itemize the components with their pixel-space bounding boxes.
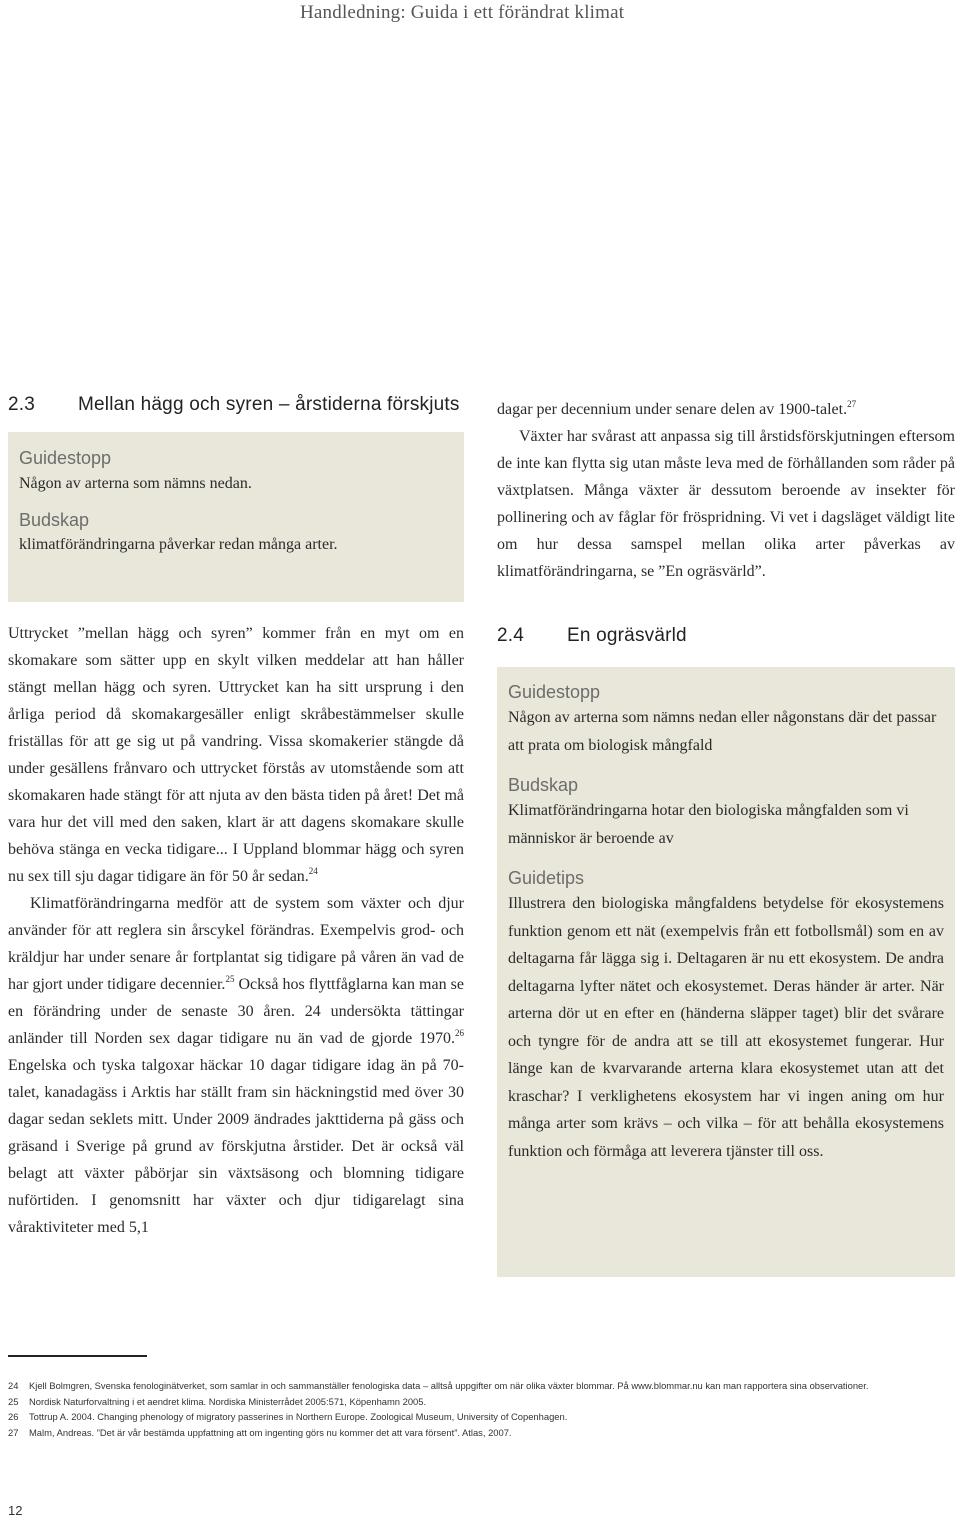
footnote-ref-26: 26: [455, 1028, 464, 1038]
guidetips-text: Illustrera den biologiska mångfaldens betydelse för ekosystemens funktion genom ett nät (exempelvis från ett fotbollsmål) som en av deltagarna får lägga sig i. Deltagaren är nu ett ekosystem. De andra deltagarna lyfter nätet och ekosystemet. Deras händer är arter. När arterna dör ut en efter en (händerna släpper taget) blir det svårare och tyngre för de andra att se till att ekosystemet fungerar. Hur länge kan de kvarvarande arterna klara ekosystemet utan att det kraschar? I verklighetens ekosystem har vi ingen aning om hur många arter som krävs – och vilka – för att behålla ekosystemens funktion och förmåga att leverera tjänster till oss.: [508, 895, 944, 1160]
section-title: En ogräsvärld: [567, 625, 687, 646]
footnote-ref-25: 25: [225, 974, 235, 984]
section-2-3-heading: [8, 394, 464, 416]
paragraph-myth: Uttrycket ”mellan hägg och syren” kommer från en myt om en skomakare som sätter upp en skylt vilken meddelar att han håller stängt mellan hägg och syren. Uttrycket kan ha sitt ursprung i den årliga period då skomakargesäller enligt skråbestämmelser skulle friställas för att ge sig ut på vandring. Vissa skomakerier stängde då under gesällens frånvaro och uttrycket förstås av utomstående som att skomakaren hade stängt för att njuta av den bästa tiden på året! Det må vara hur det vill med den saken, klart är att dagens skomakare skulle behöva stänga en vecka tidigare... I Uppland blommar hägg och syren nu sex till sju dagar tidigare än för 50 år sedan.$^{24}$: [8, 625, 464, 885]
guidestopp-label: Guidestopp: [19, 448, 112, 468]
left-column: [8, 394, 464, 1241]
guidestopp-label: Guidestopp: [508, 682, 601, 702]
footnote-ref-27: 27: [847, 399, 857, 409]
budskap-text: klimatförändringarna påverkar redan många arter.: [19, 535, 338, 553]
footnote-26: [8, 1409, 953, 1425]
footnote-number: 27: [8, 1426, 19, 1438]
guide-box-2-3: [8, 432, 464, 602]
footnote-text: Kjell Bolmgren, Svenska fenologinätverket, som samlar in och sammanställer fenologiska data – alltså uppgifter om när olika växter blommar. På www.blommar.nu kan man rapportera sina observationer.: [29, 1380, 869, 1391]
right-column: [497, 396, 955, 1277]
guidetips-label: Guidetips: [508, 868, 585, 888]
section-number: 2.4: [497, 625, 525, 646]
paragraph-climate-effects: Klimatförändringarna medför att de system som växter och djur använder för att reglera sin årscykel förändras. Exempelvis grod- och kräldjur har under senare år fortplantat sig tidigare på våren än vad de har gjort under tidigare decennier.$^{25}$ Också hos flyttfåglarna kan man se en förändring under de senaste 30 åren. 24 undersökta tättingar anländer till Norden sex dagar tidigare nu än vad de gjorde 1970.26 Engelska och tyska talgoxar häckar 10 dagar tidigare idag än på 70-talet, kanadagäss i Arktis har ställt fram sin häckningstid med över 30 dagar sedan seklets mitt. Under 2009 ändrades jakttiderna på gäss och gräsand i Sverige på grund av förskjutna årstider. Det är också väl belagt att växter påbörjar sin växtsäsong och blomning tidigare nuförtiden. I genomsnitt har växter och djur tidigarelagt sina våraktiviteter med 5,1: [8, 895, 464, 1236]
budskap-label: Budskap: [508, 775, 579, 795]
footnote-number: 24: [8, 1380, 19, 1391]
footnote-25: [8, 1394, 953, 1410]
paragraph-continuation: dagar per decennium under senare delen av 1900-talet.$^{27}$: [497, 399, 857, 418]
budskap-label: Budskap: [19, 509, 90, 530]
budskap-text: Klimatförändringarna hotar den biologiska mångfalden som vi människor är beroende av: [508, 802, 909, 847]
footnote-27: [8, 1425, 953, 1441]
section-2-4-heading: [497, 625, 955, 647]
footnote-text: Tottrup A. 2004. Changing phenology of migratory passerines in Northern Europe. Zoological Museum, University of Copenhagen.: [29, 1411, 568, 1422]
running-head: Handledning: Guida i ett förändrat klimat: [300, 2, 625, 23]
paragraph-plants: Växter har svårast att anpassa sig till årstidsförskjutningen eftersom de inte kan flytta sig utan måste leva med de förhållanden som råder på växtplatsen. Många växter är dessutom beroende av insekter för pollinering och av fåglar för fröspridning. Vi vet i dagsläget väldigt lite om hur dessa samspel mellan olika arter påverkas av klimatförändringarna, se ”En ogräsvärld”.: [497, 428, 955, 580]
footnote-divider: [8, 1355, 147, 1357]
section-title: Mellan hägg och syren – årstiderna förskjuts: [78, 394, 460, 415]
footnote-ref-24: 24: [308, 866, 318, 876]
footnote-24: [8, 1378, 953, 1394]
section-number: 2.3: [8, 394, 36, 415]
guidestopp-text: Någon av arterna som nämns nedan eller någonstans där det passar att prata om biologisk mångfald: [508, 709, 937, 754]
guidestopp-text: Någon av arterna som nämns nedan.: [19, 475, 252, 492]
footnotes: [8, 1378, 953, 1440]
footnote-text: Malm, Andreas. ”Det är vår bestämda uppfattning att om ingenting görs nu kommer det att vara försent”. Atlas, 2007.: [29, 1426, 512, 1438]
footnote-number: 25: [8, 1395, 19, 1407]
footnote-number: 26: [8, 1411, 19, 1422]
footnote-text: Nordisk Naturforvaltning i et aendret klima. Nordiska Ministerrådet 2005:571, Köpenhamn 2005.: [29, 1395, 427, 1407]
guide-box-2-4: [497, 667, 955, 1277]
page-number: 12: [8, 1503, 23, 1518]
